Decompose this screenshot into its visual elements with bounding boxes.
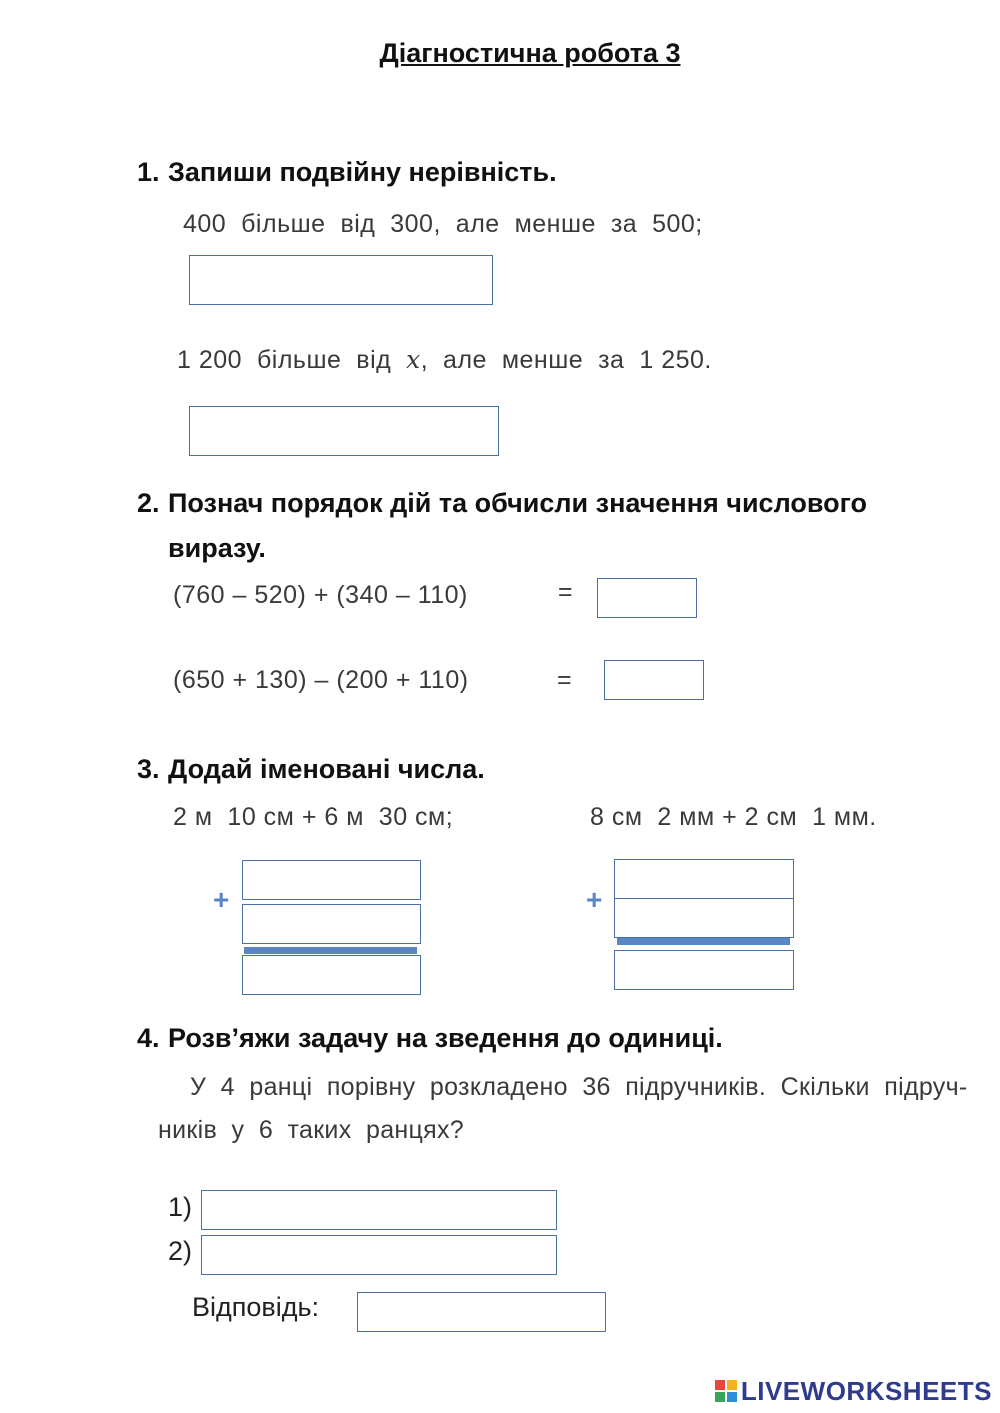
statement-2-before: 1 200 більше від [177,346,407,374]
page-title: Діагностична робота 3 [379,38,681,68]
task-4-text: Розв’яжи задачу на зведення до одиниці. [168,1023,723,1053]
task-1-statement-1: 400 більше від 300, але менше за 500; [183,210,703,238]
answer-label: Відповідь: [192,1292,320,1322]
step-2-answer-box[interactable] [201,1235,557,1275]
expression-1: (760 – 520) + (340 – 110) [173,581,468,609]
liveworksheets-logo [715,1377,992,1405]
task-4-number: 4. [137,1023,160,1053]
plus-icon: + [213,884,230,915]
task-1-text: Запиши подвійну нерівність. [168,157,557,187]
task-1-statement-2 [177,345,712,375]
plus-icon: + [586,884,603,915]
statement-2-after: , але менше за 1 250. [420,346,712,374]
task-2-number: 2. [137,488,160,518]
sum-expression-2: 8 см 2 мм + 2 см 1 мм. [590,803,877,831]
sum-expression-1: 2 м 10 см + 6 м 30 см; [173,803,454,831]
task-3-number: 3. [137,754,160,784]
logo-icon [715,1380,737,1402]
task-2-text-line-2: виразу. [168,533,266,563]
expression-2-answer-box[interactable] [604,660,704,700]
column-sum-2-addend-1-box[interactable] [614,859,794,899]
task-3-text: Додай іменовані числа. [168,754,485,784]
column-sum-1-result-box[interactable] [242,955,421,995]
step-1-label: 1) [168,1192,193,1222]
inequality-2-answer-box[interactable] [189,406,499,456]
expression-1-answer-box[interactable] [597,578,697,618]
column-sum-1-addend-1-box[interactable] [242,860,421,900]
expression-2: (650 + 130) – (200 + 110) [173,666,469,694]
column-sum-2-result-box[interactable] [614,950,794,990]
step-2-label: 2) [168,1236,193,1266]
column-sum-1-addend-2-box[interactable] [242,904,421,944]
problem-text-line-2: ників у 6 таких ранцях? [158,1116,464,1144]
task-2-text-line-1: Познач порядок дій та обчисли значення числового [168,488,867,518]
step-1-answer-box[interactable] [201,1190,557,1230]
equals-sign-1: = [558,578,574,606]
column-sum-2-addend-2-box[interactable] [614,898,794,938]
equals-sign-2: = [557,666,573,694]
column-sum-1-line [244,947,417,954]
variable-x: x [406,345,421,374]
problem-text-line-1: У 4 ранці порівну розкладено 36 підручників. Скільки підруч- [190,1073,968,1101]
logo-text: LIVEWORKSHEETS [740,1375,992,1406]
final-answer-box[interactable] [357,1292,606,1332]
task-1-number: 1. [137,157,160,187]
inequality-1-answer-box[interactable] [189,255,493,305]
column-sum-2-line [617,938,790,945]
